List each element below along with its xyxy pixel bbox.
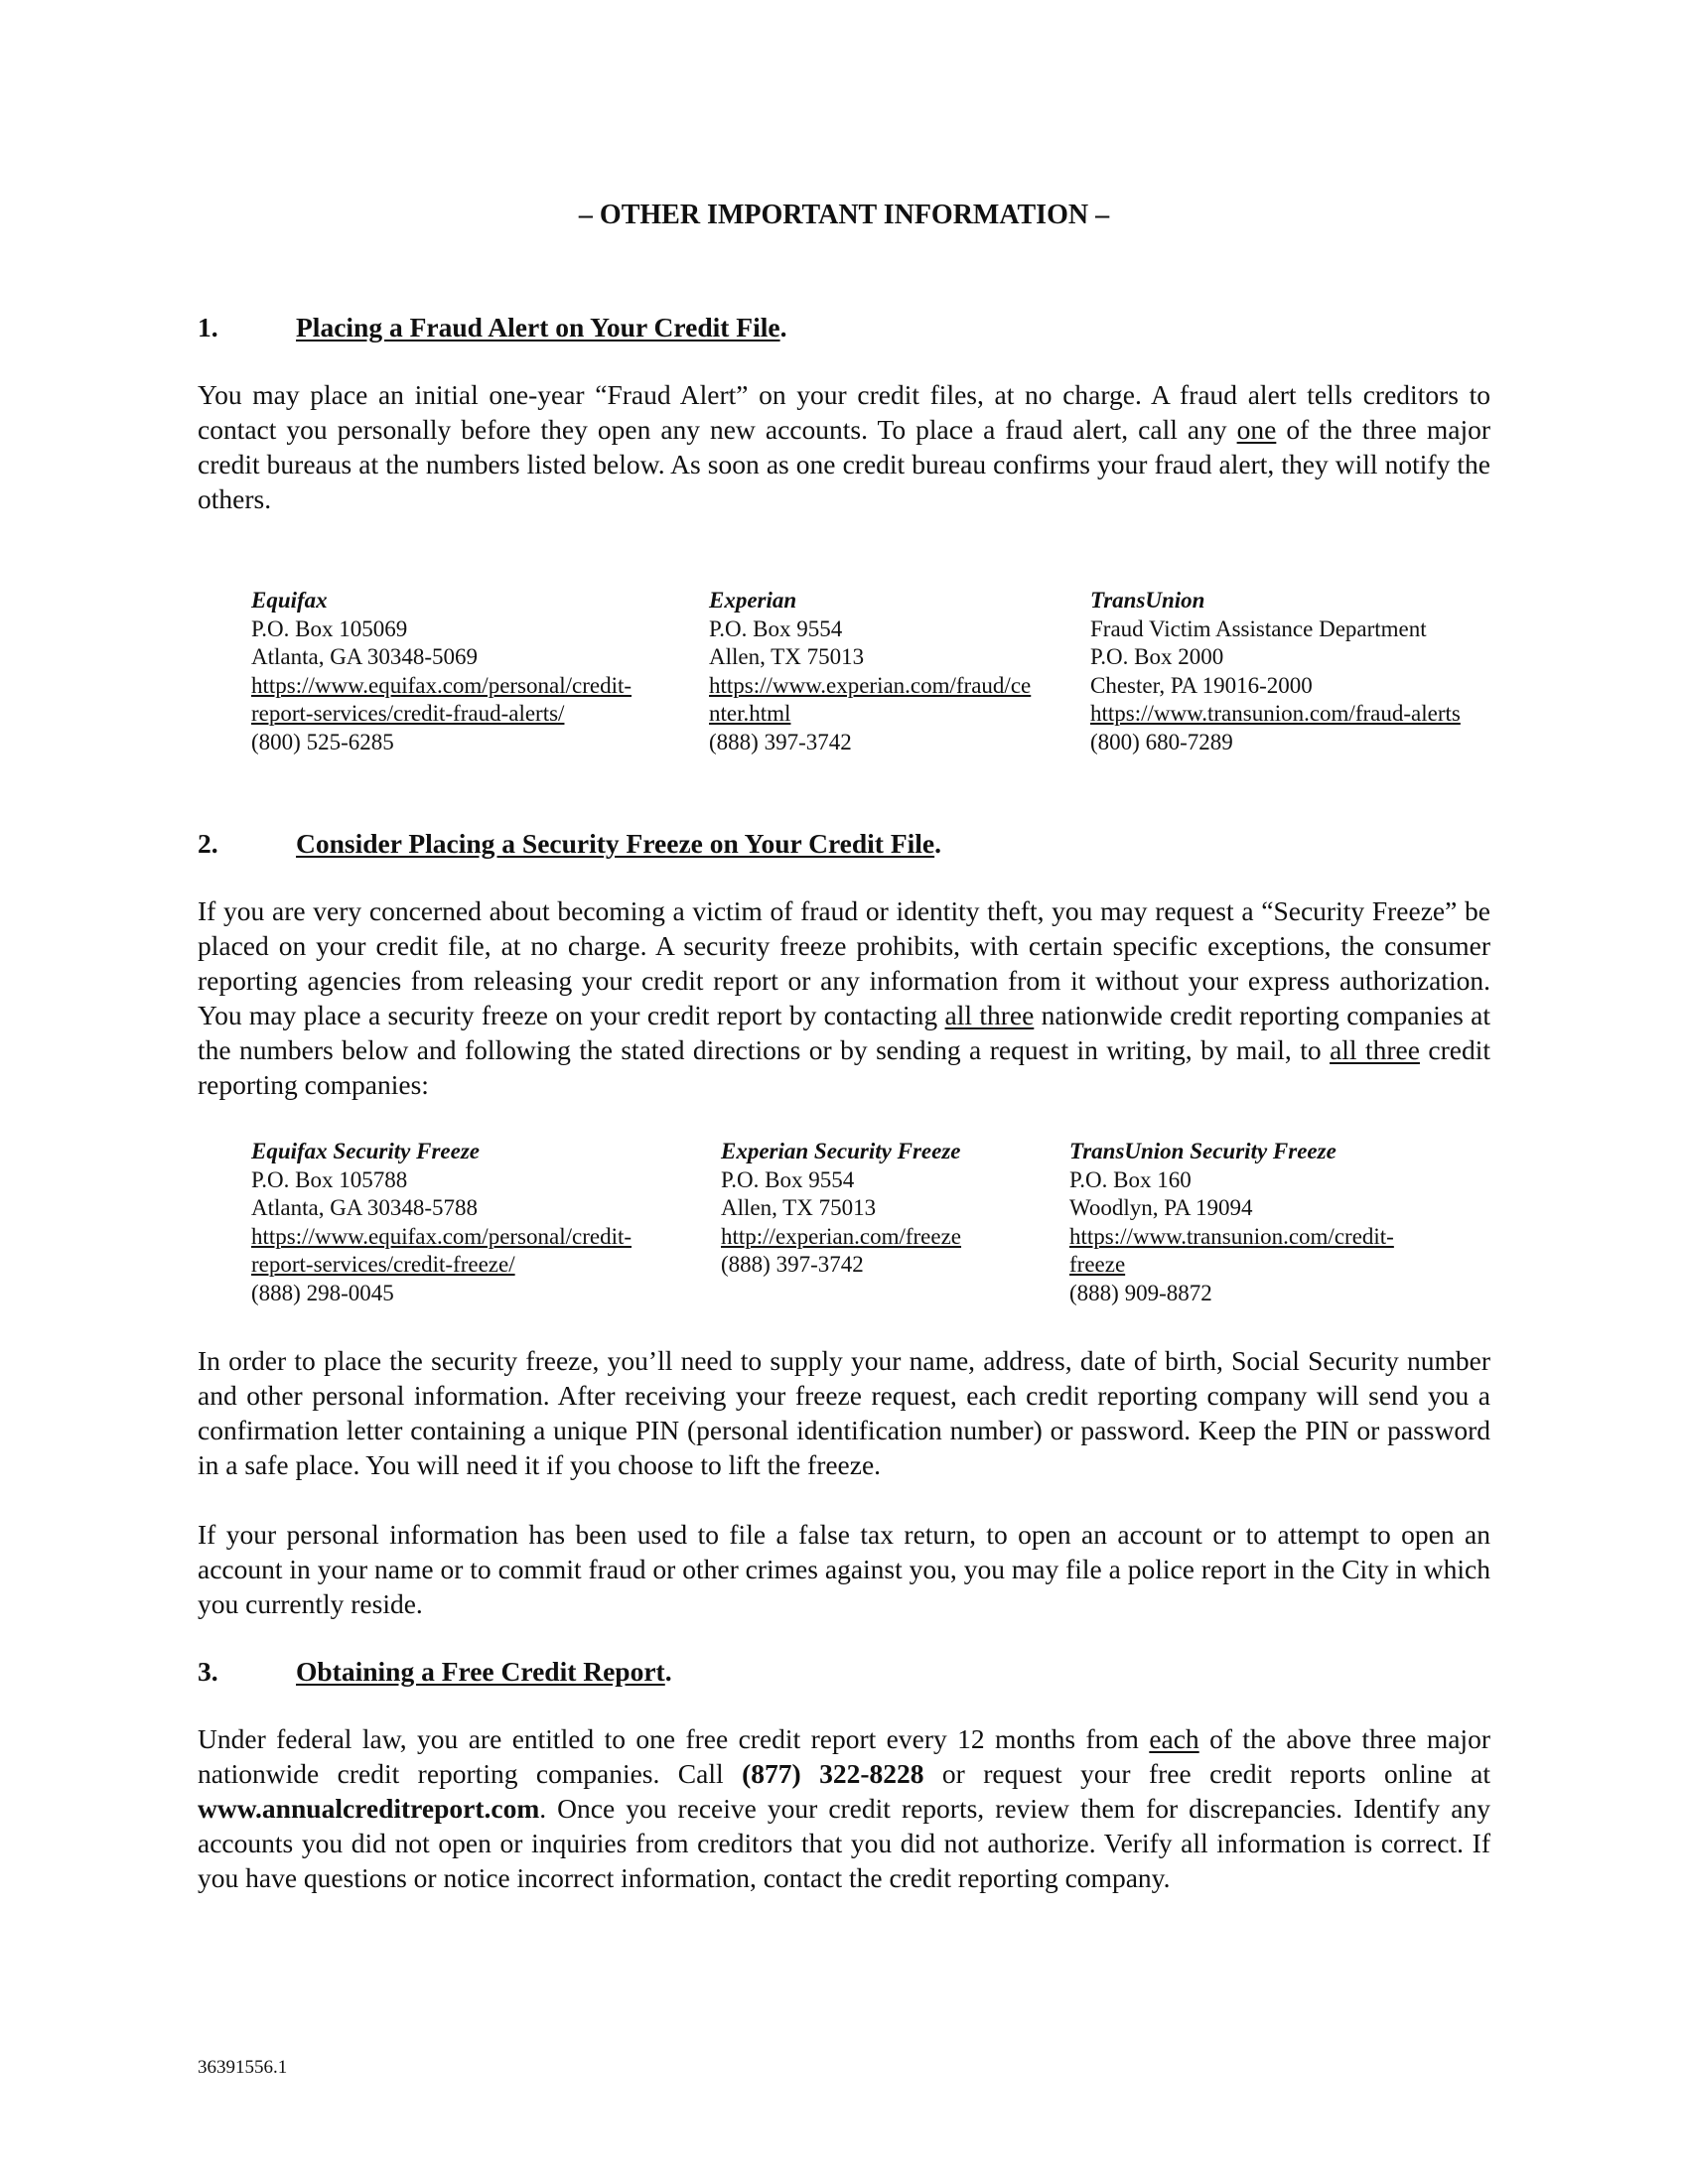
agency-phone: (888) 397-3742 [709, 729, 852, 754]
experian-freeze-link[interactable]: http://experian.com/freeze [721, 1223, 962, 1249]
security-freeze-paragraph: If you are very concerned about becoming a victim of fraud or identity theft, you may request a “Security Freeze” be placed on your credit file, at no charge. A security freeze prohibits, with certain specific exceptions, the consumer reporting agencies from releasing your credit report or any information from it without your express authorization. You may place a security freeze on your credit report by contacting all three nationwide credit reporting companies at the numbers below and following the stated directions or by sending a request in writing, by mail, to all three credit reporting companies: [198, 895, 1490, 1100]
section-number: 3. [198, 1656, 218, 1687]
transunion-freeze-link[interactable]: https://www.transunion.com/credit- [1069, 1223, 1394, 1249]
section-title: Consider Placing a Security Freeze on Your Credit File [296, 828, 935, 859]
document-id-footer: 36391556.1 [198, 2057, 288, 2078]
agency-name: TransUnion [1090, 588, 1205, 613]
agency-phone: (800) 680-7289 [1090, 729, 1233, 754]
transunion-fraud-link[interactable]: https://www.transunion.com/fraud-alerts [1090, 701, 1461, 726]
equifax-freeze-link-cont[interactable]: report-services/credit-freeze/ [251, 1252, 515, 1277]
agency-name: Equifax Security Freeze [251, 1139, 480, 1163]
agency-phone: (888) 298-0045 [251, 1280, 394, 1305]
equifax-fraud-link-cont[interactable]: report-services/credit-fraud-alerts/ [251, 701, 565, 726]
agency-name: Equifax [251, 588, 328, 613]
transunion-freeze-link-cont[interactable]: freeze [1069, 1252, 1126, 1277]
annualcreditreport-link[interactable]: www.annualcreditreport.com [198, 1793, 540, 1824]
agency-name: TransUnion Security Freeze [1069, 1139, 1336, 1163]
agency-phone: (888) 397-3742 [721, 1252, 864, 1277]
freeze-info-paragraph: In order to place the security freeze, you’ll need to supply your name, address, date of birth, Social Security number and other personal information. After receiving your freeze request, each credit reporting company will send you a confirmation letter containing a unique PIN (personal identification number) or password. Keep the PIN or password in a safe place. You will need it if you choose to lift the freeze. [198, 1345, 1490, 1480]
experian-fraud-link[interactable]: https://www.experian.com/fraud/ce [709, 672, 1032, 698]
agency-experian: Experian P.O. Box 9554 Allen, TX 75013 https://www.experian.com/fraud/ce nter.html (888) 397-3742 [709, 587, 1031, 756]
free-credit-report-paragraph: Under federal law, you are entitled to one free credit report every 12 months from each of the above three major nationwide credit reporting companies. Call (877) 322-8228 or request your free credit reports online at www.annualcreditreport.com. Once you receive your credit reports, review them for discrepancies. Identify any accounts you did not open or inquiries from creditors that you did not authorize. Verify all information is correct. If you have questions or notice incorrect information, contact the credit reporting company. [198, 1723, 1490, 1893]
agency-name: Experian [709, 588, 797, 613]
agency-equifax-freeze: Equifax Security Freeze P.O. Box 105788 Atlanta, GA 30348-5788 https://www.equifax.com/personal/credit- report-services/credit-freeze/ (888) 298-0045 [251, 1138, 632, 1307]
section-title: Obtaining a Free Credit Report [296, 1656, 665, 1687]
agency-equifax: Equifax P.O. Box 105069 Atlanta, GA 30348-5069 https://www.equifax.com/personal/credit- report-services/credit-fraud-alerts/ (800) 525-6285 [251, 587, 632, 756]
agency-name: Experian Security Freeze [721, 1139, 961, 1163]
agency-phone: (888) 909-8872 [1069, 1280, 1212, 1305]
section-number: 1. [198, 312, 218, 342]
section-number: 2. [198, 828, 218, 859]
page-title: – OTHER IMPORTANT INFORMATION – [578, 200, 1110, 230]
equifax-freeze-link[interactable]: https://www.equifax.com/personal/credit- [251, 1223, 633, 1249]
fraud-alert-paragraph: You may place an initial one-year “Fraud Alert” on your credit files, at no charge. A fraud alert tells creditors to contact you personally before they open any new accounts. To place a fraud alert, call any one of the three major credit bureaus at the numbers listed below. As soon as one credit bureau confirms your fraud alert, they will notify the others. [198, 379, 1491, 514]
experian-fraud-link-cont[interactable]: nter.html [709, 701, 791, 726]
agency-transunion: TransUnion Fraud Victim Assistance Department P.O. Box 2000 Chester, PA 19016-2000 https://www.transunion.com/fraud-alerts (800) 680-7289 [1090, 587, 1461, 756]
agency-phone: (800) 525-6285 [251, 729, 394, 754]
equifax-fraud-link[interactable]: https://www.equifax.com/personal/credit- [251, 672, 633, 698]
police-report-paragraph: If your personal information has been used to file a false tax return, to open an account or to attempt to open an account in your name or to commit fraud or other crimes against you, you may file a police report in the City in which you currently reside. [198, 1519, 1490, 1619]
agency-transunion-freeze: TransUnion Security Freeze P.O. Box 160 Woodlyn, PA 19094 https://www.transunion.com/credit- freeze (888) 909-8872 [1069, 1138, 1394, 1307]
section-title: Placing a Fraud Alert on Your Credit File [296, 312, 780, 342]
agency-experian-freeze: Experian Security Freeze P.O. Box 9554 Allen, TX 75013 http://experian.com/freeze (888) 397-3742 [721, 1138, 961, 1280]
